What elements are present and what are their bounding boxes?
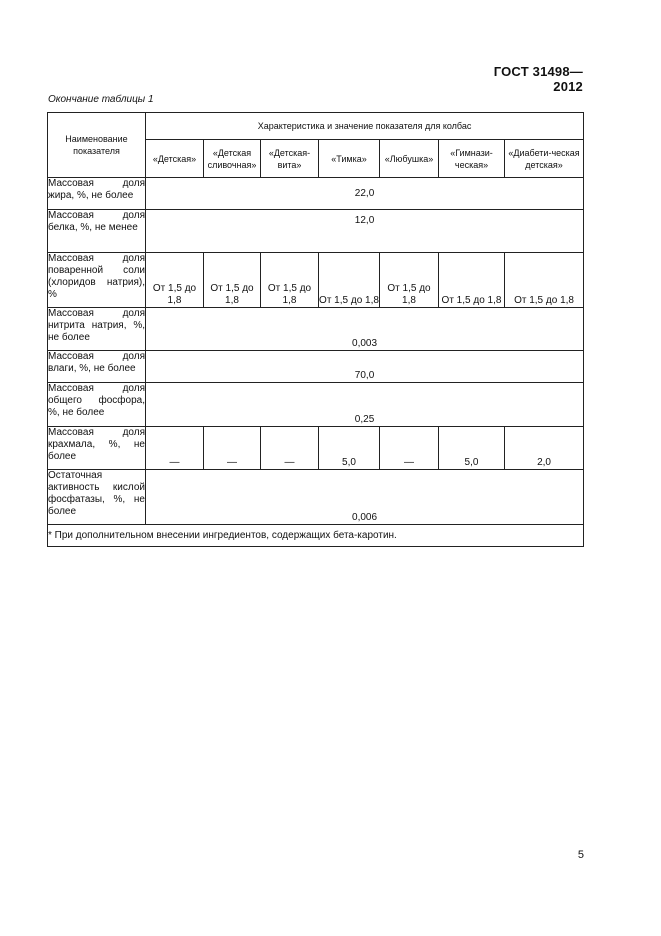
row-label: Массовая доля влаги, %, не более <box>48 351 146 383</box>
group-column-header: Характеристика и значение показателя для колбас <box>146 113 584 140</box>
value-cell: 5,0 <box>439 427 505 470</box>
value-cell: От 1,5 до 1,8 <box>204 253 261 308</box>
column-header-detskaya: «Детская» <box>146 140 204 178</box>
common-value: 12,0 <box>146 210 584 253</box>
common-value: 0,003 <box>146 308 584 351</box>
common-value: 22,0 <box>146 178 584 210</box>
table-row-fat <box>48 178 584 210</box>
table-footnote: * При дополнительном внесении ингредиентов, содержащих бета-каротин. <box>48 525 584 547</box>
common-value: 70,0 <box>146 351 584 383</box>
table-row-salt <box>48 253 584 308</box>
row-label: Массовая доля нитрита натрия, %, не более <box>48 308 146 351</box>
table-header-row <box>48 113 584 140</box>
value-cell: От 1,5 до 1,8 <box>505 253 584 308</box>
value-cell: — <box>380 427 439 470</box>
table-footnote-row <box>48 525 584 547</box>
column-header-timka: «Тимка» <box>319 140 380 178</box>
value-cell: 2,0 <box>505 427 584 470</box>
value-cell: От 1,5 до 1,8 <box>319 253 380 308</box>
value-cell: — <box>204 427 261 470</box>
value-cell: От 1,5 до 1,8 <box>380 253 439 308</box>
table-row-starch <box>48 427 584 470</box>
row-label: Массовая доля жира, %, не более <box>48 178 146 210</box>
table-row-phosphorus <box>48 383 584 427</box>
value-cell: — <box>146 427 204 470</box>
table-row-phosphatase <box>48 470 584 525</box>
table-row-moisture <box>48 351 584 383</box>
name-column-header: Наименование показателя <box>48 113 146 178</box>
column-header-diabeticheskaya: «Диабети-ческая детская» <box>505 140 584 178</box>
common-value: 0,25 <box>146 383 584 427</box>
column-header-lyubushka: «Любушка» <box>380 140 439 178</box>
value-cell: — <box>261 427 319 470</box>
indicators-table <box>47 112 584 547</box>
document-standard-number: ГОСТ 31498—2012 <box>493 64 583 94</box>
value-cell: От 1,5 до 1,8 <box>261 253 319 308</box>
value-cell: 5,0 <box>319 427 380 470</box>
row-label: Массовая доля поваренной соли (хлоридов натрия), % <box>48 253 146 308</box>
page-number: 5 <box>577 849 584 861</box>
common-value: 0,006 <box>146 470 584 525</box>
row-label: Массовая доля общего фосфора, %, не более <box>48 383 146 427</box>
row-label: Массовая доля крахмала, %, не более <box>48 427 146 470</box>
table-row-nitrite <box>48 308 584 351</box>
column-header-gimnazicheskaya: «Гимнази-ческая» <box>439 140 505 178</box>
column-header-detskaya-slivochnaya: «Детская сливочная» <box>204 140 261 178</box>
column-header-detskaya-vita: «Детская-вита» <box>261 140 319 178</box>
row-label: Массовая доля белка, %, не менее <box>48 210 146 253</box>
table-row-protein <box>48 210 584 253</box>
value-cell: От 1,5 до 1,8 <box>146 253 204 308</box>
table-caption: Окончание таблицы 1 <box>48 94 154 105</box>
value-cell: От 1,5 до 1,8 <box>439 253 505 308</box>
row-label: Остаточная активность кислой фосфатазы, %, не более <box>48 470 146 525</box>
